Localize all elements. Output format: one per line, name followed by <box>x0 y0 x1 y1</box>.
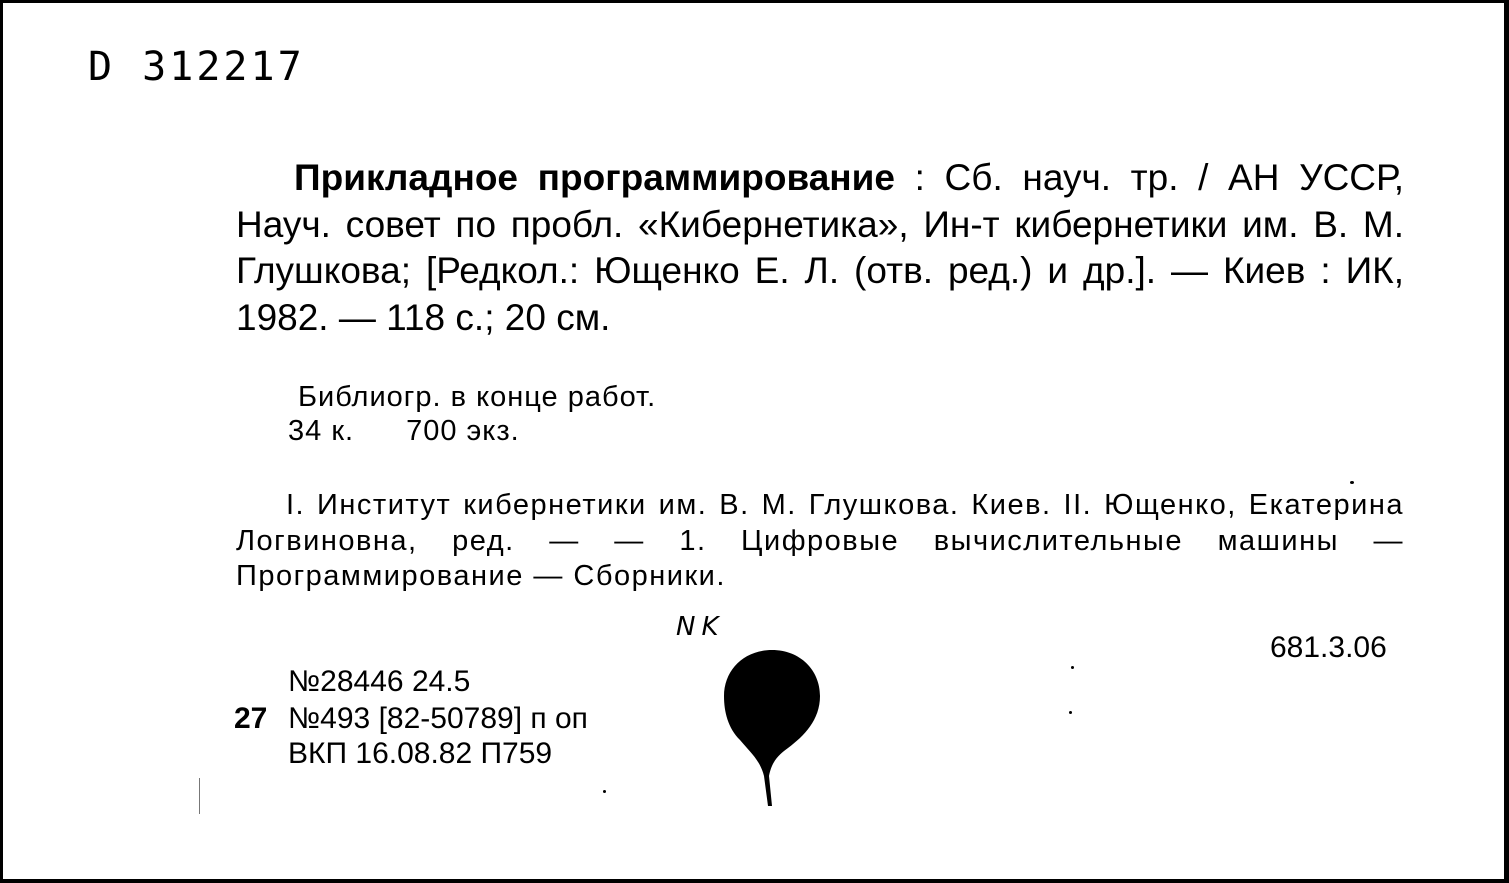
meta-line-2: №493 [82-50789] п оп <box>288 702 588 735</box>
tracings-text: I. Институт кибернетики им. В. М. Глушкова. Киев. II. Ющенко, Екатерина Логвиновна, ред. — — 1. Цифровые вычислительные машины — Программирование — Сборники. <box>236 489 1404 592</box>
tracings <box>236 488 1404 595</box>
price: 34 к. <box>288 415 355 447</box>
price-copies-note <box>288 415 520 448</box>
pencil-tick <box>198 778 201 814</box>
book-title: Прикладное программирование <box>294 157 895 198</box>
meta-line-2-number: 27 <box>234 702 268 735</box>
card-border-top <box>0 0 1509 3</box>
main-entry <box>236 155 1404 341</box>
handwritten-mark: NK <box>676 612 725 642</box>
udc-code: 681.3.06 <box>1270 631 1387 664</box>
speck <box>603 790 606 793</box>
ink-blot <box>722 648 822 808</box>
speck <box>1350 481 1354 484</box>
card-border-right <box>1504 0 1509 883</box>
card-border-left <box>0 0 3 883</box>
copies: 700 экз. <box>406 415 520 447</box>
shelf-mark: D 312217 <box>88 44 305 90</box>
speck <box>1071 666 1074 669</box>
entry-body: : Сб. науч. тр. / АН УССР, Науч. совет по пробл. «Кибернетика», Ин-т кибернетики им. В. М. Глушкова; [Редкол.: Ющенко Е. Л. (отв. ред.) и др.]. — Киев : ИК, 1982. — 118 с.; 20 см. <box>236 157 1404 338</box>
bibliography-note: Библиогр. в конце работ. <box>298 381 657 413</box>
speck <box>1069 711 1072 714</box>
card-border-bottom <box>0 879 1509 883</box>
meta-line-1: №28446 24.5 <box>288 665 471 698</box>
meta-line-3: ВКП 16.08.82 П759 <box>288 737 553 770</box>
